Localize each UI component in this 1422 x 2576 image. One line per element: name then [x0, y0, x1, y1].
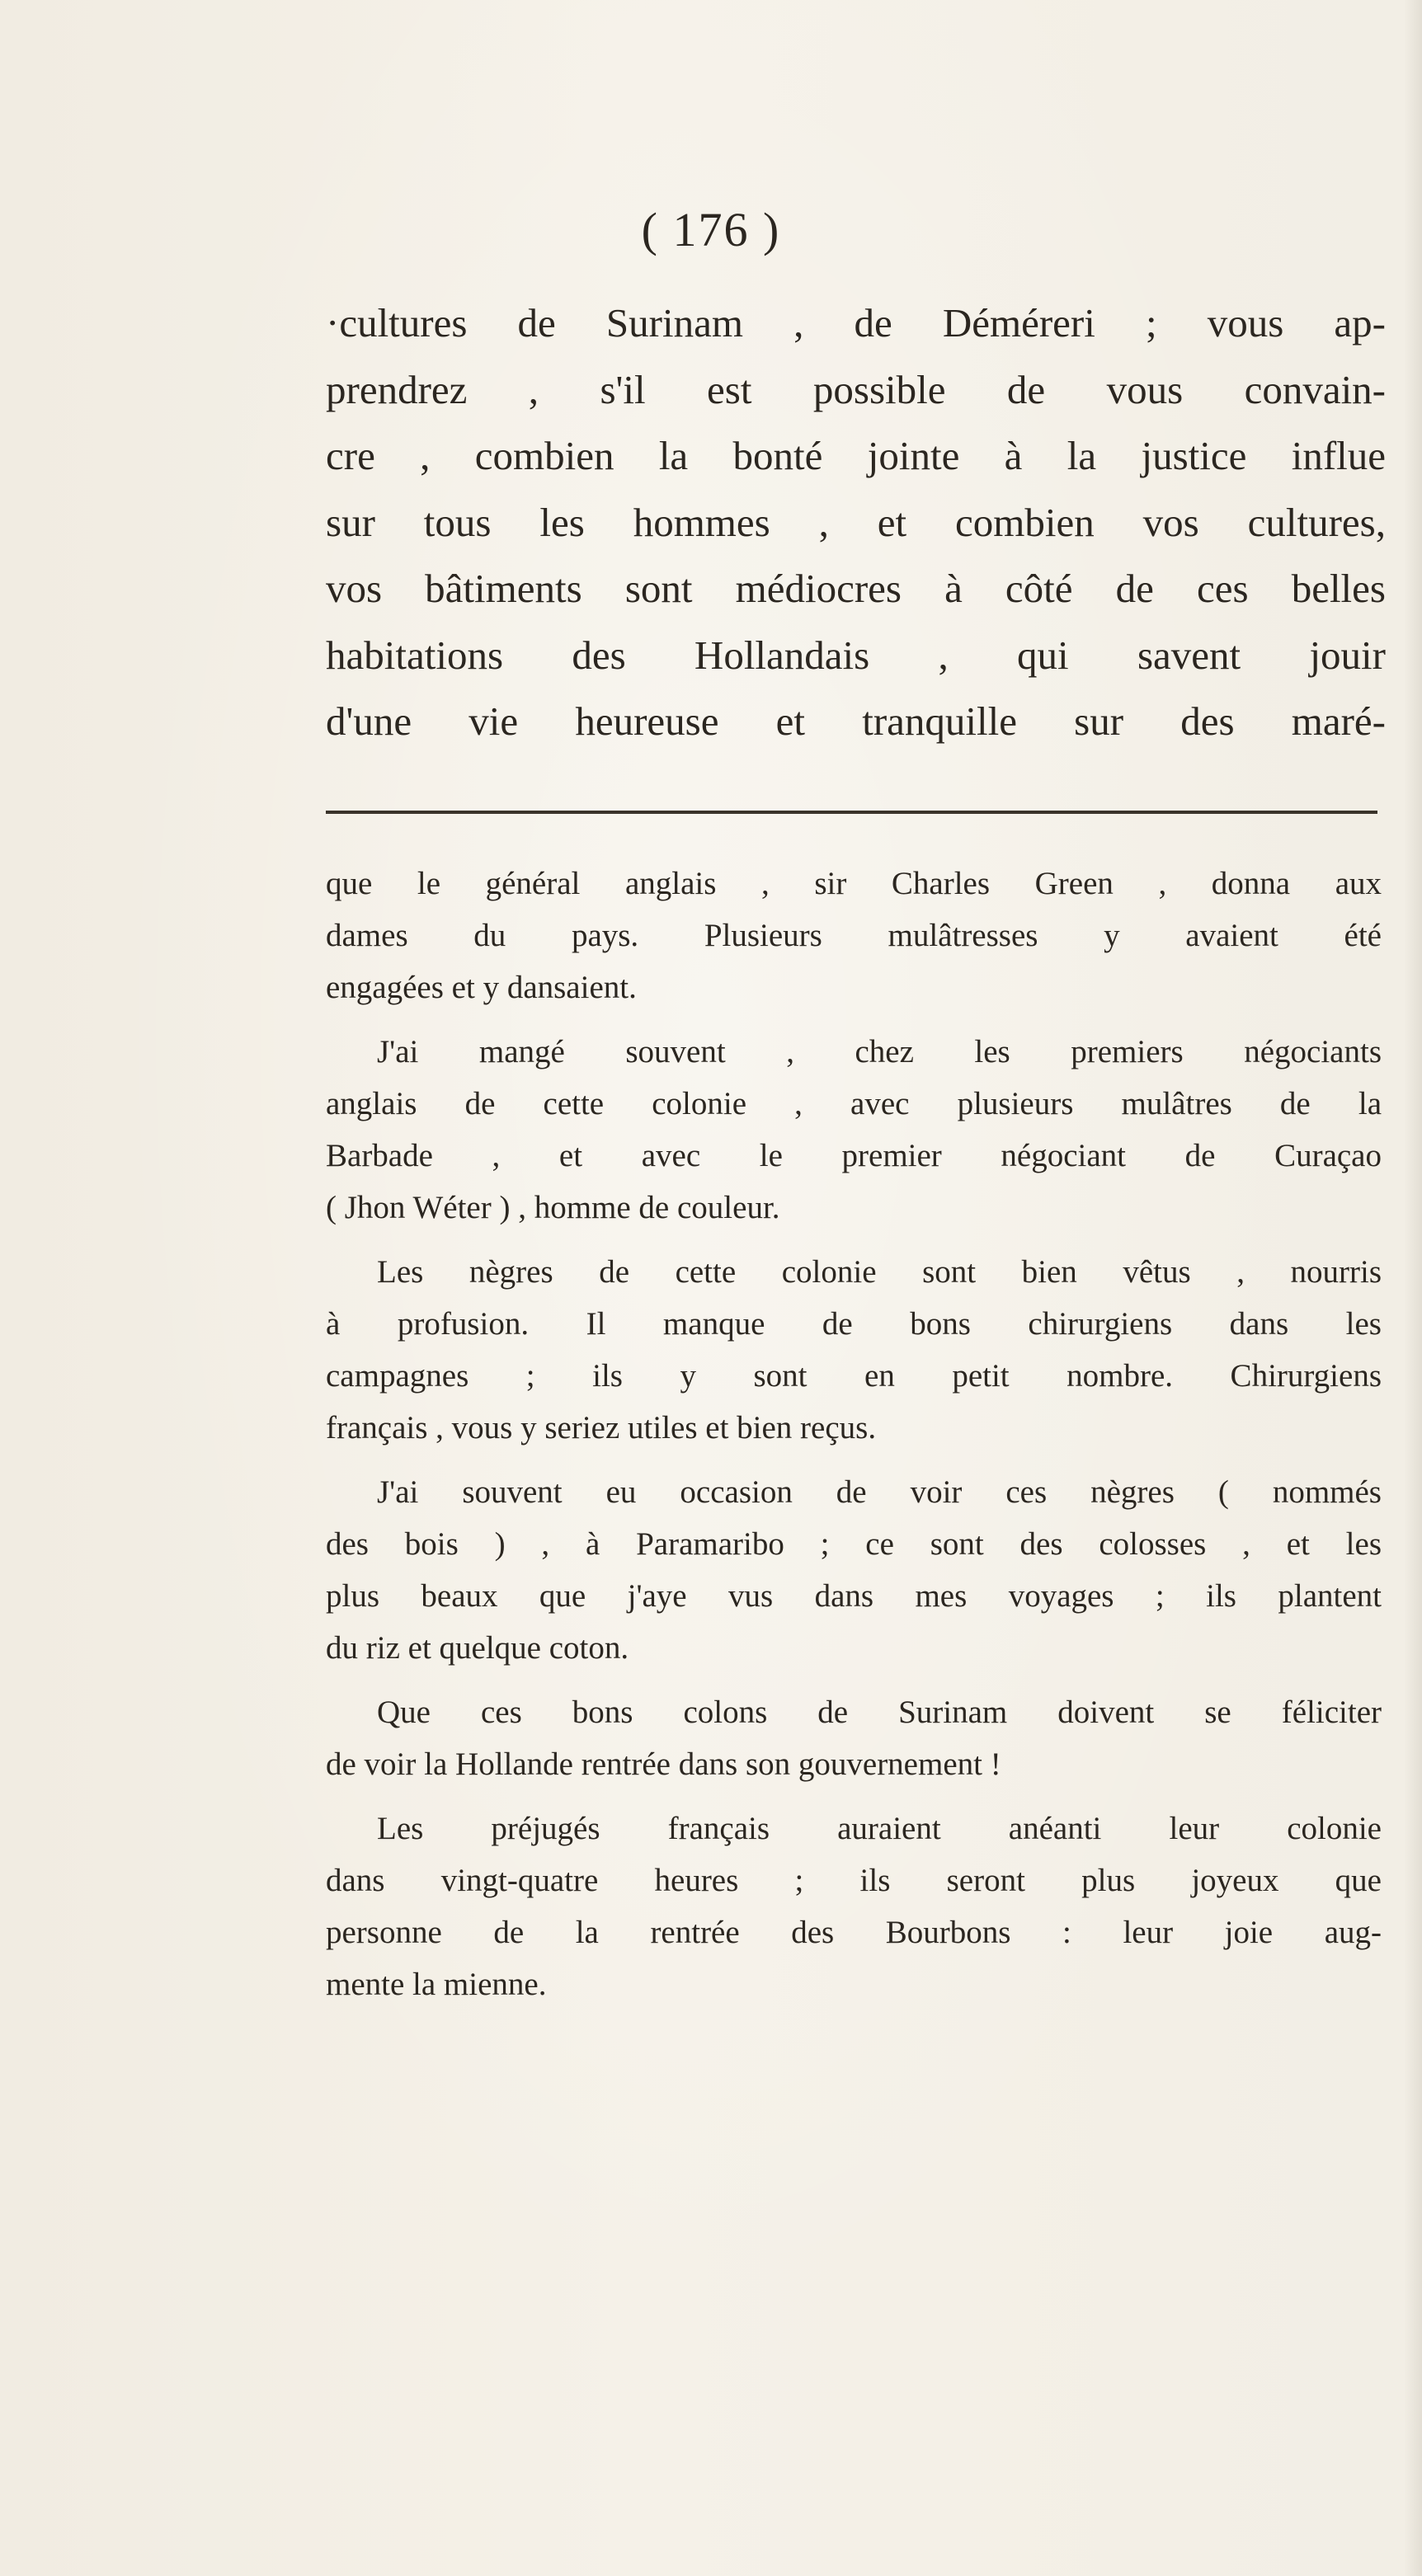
footnote-line: dames du pays. Plusieurs mulâtresses y avaient été — [326, 918, 1382, 953]
footnote-line: J'ai souvent eu occasion de voir ces nègres ( nommés — [377, 1474, 1382, 1510]
footnote-line: mente la mienne. — [326, 1967, 547, 2002]
footnote-separator-rule — [326, 811, 1377, 814]
main-text-line: cre , combien la bonté jointe à la justice influe — [326, 433, 1386, 478]
main-text-line: habitations des Hollandais , qui savent jouir — [326, 632, 1386, 678]
footnote-paragraph — [326, 1803, 1382, 2010]
footnote-line: J'ai mangé souvent , chez les premiers négociants — [377, 1034, 1382, 1069]
footnote-paragraph — [326, 1026, 1382, 1234]
main-text-line: prendrez , s'il est possible de vous convain- — [326, 366, 1386, 412]
footnote-paragraph — [326, 1466, 1382, 1674]
main-text — [326, 290, 1386, 755]
footnote-line: de voir la Hollande rentrée dans son gouvernement ! — [326, 1746, 1001, 1782]
footnote-paragraph — [326, 1686, 1382, 1790]
footnote — [326, 858, 1382, 2023]
footnote-line: français , vous y seriez utiles et bien reçus. — [326, 1410, 877, 1445]
footnote-line: engagées et y dansaient. — [326, 970, 637, 1005]
footnote-line: Les nègres de cette colonie sont bien vêtus , nourris — [377, 1254, 1382, 1290]
footnote-line: Que ces bons colons de Surinam doivent se féliciter — [377, 1695, 1382, 1730]
footnote-line: plus beaux que j'aye vus dans mes voyages ; ils plantent — [326, 1578, 1382, 1614]
footnote-line: dans vingt-quatre heures ; ils seront plus joyeux que — [326, 1863, 1382, 1898]
footnote-line: que le général anglais , sir Charles Green , donna aux — [326, 866, 1382, 901]
footnote-line: Les préjugés français auraient anéanti leur colonie — [377, 1811, 1382, 1846]
footnote-line: à profusion. Il manque de bons chirurgiens dans les — [326, 1306, 1382, 1342]
main-text-line: d'une vie heureuse et tranquille sur des maré- — [326, 698, 1386, 744]
footnote-paragraph — [326, 1246, 1382, 1454]
footnote-line: Barbade , et avec le premier négociant de Curaçao — [326, 1138, 1382, 1173]
footnote-line: ( Jhon Wéter ) , homme de couleur. — [326, 1190, 780, 1225]
main-text-line: sur tous les hommes , et combien vos cultures, — [326, 499, 1386, 545]
main-text-line: ·cultures de Surinam , de Déméreri ; vous ap- — [326, 300, 1386, 346]
footnote-line: des bois ) , à Paramaribo ; ce sont des colosses , et les — [326, 1526, 1382, 1562]
page-edge-shadow — [1404, 0, 1422, 2576]
footnote-line: du riz et quelque coton. — [326, 1630, 629, 1666]
page-number: ( 176 ) — [641, 203, 781, 256]
footnote-line: campagnes ; ils y sont en petit nombre. Chirurgiens — [326, 1358, 1382, 1394]
main-text-line: vos bâtiments sont médiocres à côté de ces belles — [326, 566, 1386, 611]
footnote-line: anglais de cette colonie , avec plusieurs mulâtres de la — [326, 1086, 1382, 1121]
footnote-line: personne de la rentrée des Bourbons : leur joie aug- — [326, 1915, 1382, 1950]
footnote-paragraph — [326, 858, 1382, 1013]
